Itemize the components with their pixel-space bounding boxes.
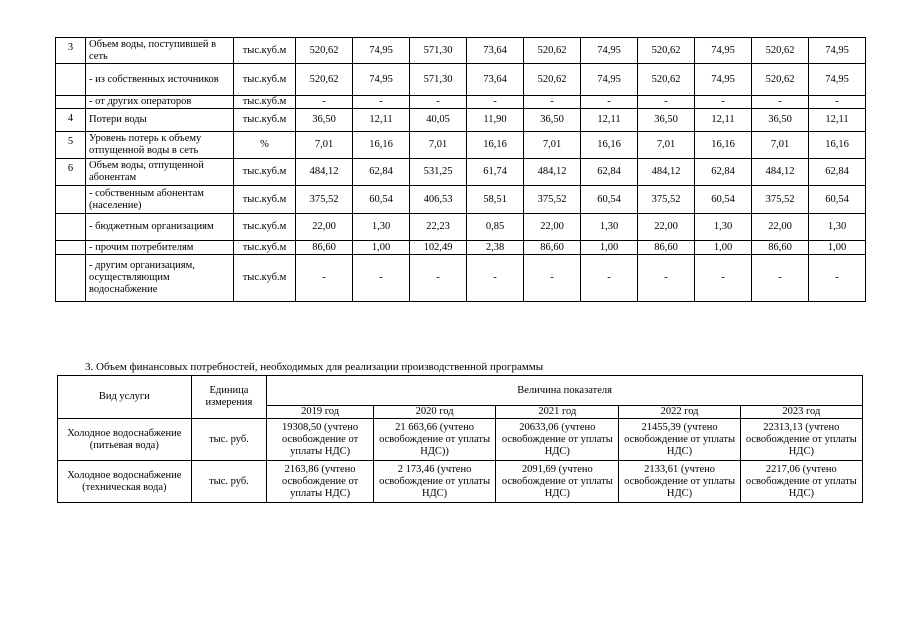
value-cell: 74,95 — [809, 38, 866, 64]
value-cell: - — [695, 96, 752, 109]
value-cell: - — [467, 96, 524, 109]
value-cell: 2217,06 (учтено освобождение от уплаты НДС) — [740, 461, 862, 503]
value-cell: 484,12 — [752, 159, 809, 186]
row-index: 3 — [56, 38, 86, 64]
value-cell: 22,00 — [638, 214, 695, 241]
unit-cell: тыс. руб. — [191, 419, 267, 461]
unit-cell: тыс.куб.м — [234, 255, 296, 302]
value-cell: 2,38 — [467, 241, 524, 255]
value-cell: 62,84 — [695, 159, 752, 186]
table-row — [56, 38, 866, 64]
value-cell: 20633,06 (учтено освобождение от уплаты НДС) — [496, 419, 619, 461]
value-cell: 375,52 — [296, 186, 353, 214]
value-cell: 62,84 — [581, 159, 638, 186]
value-cell: - — [296, 255, 353, 302]
value-cell: 22,00 — [524, 214, 581, 241]
value-cell: 16,16 — [809, 132, 866, 159]
value-cell: - — [752, 255, 809, 302]
value-cell: 36,50 — [638, 109, 695, 132]
value-cell: 16,16 — [467, 132, 524, 159]
value-cell: 74,95 — [581, 64, 638, 96]
value-cell: - — [296, 96, 353, 109]
value-cell: 520,62 — [752, 64, 809, 96]
indicator-name: - собственным абонентам (население) — [86, 186, 234, 214]
value-cell: 62,84 — [809, 159, 866, 186]
value-cell: 60,54 — [353, 186, 410, 214]
indicator-name: Объем воды, поступившей в сеть — [86, 38, 234, 64]
value-cell: 86,60 — [524, 241, 581, 255]
unit-cell: тыс.куб.м — [234, 186, 296, 214]
value-cell: - — [752, 96, 809, 109]
value-cell: 86,60 — [638, 241, 695, 255]
unit-cell: % — [234, 132, 296, 159]
indicator-name: - от других операторов — [86, 96, 234, 109]
row-index — [56, 186, 86, 214]
unit-cell: тыс.куб.м — [234, 64, 296, 96]
value-cell: 1,30 — [353, 214, 410, 241]
value-cell: 21455,39 (учтено освобождение от уплаты НДС) — [619, 419, 740, 461]
value-cell: 86,60 — [296, 241, 353, 255]
unit-cell: тыс.куб.м — [234, 38, 296, 64]
year-header: 2023 год — [740, 406, 862, 419]
value-cell: - — [638, 96, 695, 109]
financial-row — [58, 461, 863, 503]
value-cell: 74,95 — [695, 38, 752, 64]
row-index: 6 — [56, 159, 86, 186]
value-cell: 12,11 — [809, 109, 866, 132]
value-cell: 7,01 — [296, 132, 353, 159]
value-cell: 16,16 — [581, 132, 638, 159]
value-cell: 36,50 — [524, 109, 581, 132]
indicator-name: - другим организациям, осуществляющим водоснабжение — [86, 255, 234, 302]
unit-cell: тыс.куб.м — [234, 159, 296, 186]
value-cell: 74,95 — [809, 64, 866, 96]
value-cell: 375,52 — [524, 186, 581, 214]
value-cell: 22,23 — [410, 214, 467, 241]
value-cell: 1,30 — [809, 214, 866, 241]
value-cell: 520,62 — [752, 38, 809, 64]
table-row — [56, 64, 866, 96]
value-cell: 16,16 — [695, 132, 752, 159]
row-index — [56, 255, 86, 302]
value-cell: - — [638, 255, 695, 302]
indicator-name: Потери воды — [86, 109, 234, 132]
row-index — [56, 241, 86, 255]
indicator-name: - прочим потребителям — [86, 241, 234, 255]
value-cell: 12,11 — [581, 109, 638, 132]
value-cell: 2 173,46 (учтено освобождение от уплаты НДС) — [373, 461, 495, 503]
header-row — [58, 376, 863, 406]
value-cell: - — [467, 255, 524, 302]
header-value: Величина показателя — [267, 376, 863, 406]
indicator-name: Уровень потерь к объему отпущенной воды в сеть — [86, 132, 234, 159]
value-cell: 406,53 — [410, 186, 467, 214]
unit-cell: тыс.куб.м — [234, 214, 296, 241]
value-cell: 74,95 — [353, 38, 410, 64]
value-cell: 7,01 — [524, 132, 581, 159]
value-cell: 58,51 — [467, 186, 524, 214]
value-cell: 11,90 — [467, 109, 524, 132]
value-cell: 1,00 — [809, 241, 866, 255]
table-row — [56, 241, 866, 255]
table-row — [56, 159, 866, 186]
value-cell: 74,95 — [695, 64, 752, 96]
value-cell: 571,30 — [410, 38, 467, 64]
value-cell: 2133,61 (учтено освобождение от уплаты НДС) — [619, 461, 740, 503]
value-cell: 21 663,66 (учтено освобождение от уплаты НДС)) — [373, 419, 495, 461]
value-cell: 1,00 — [353, 241, 410, 255]
value-cell: 16,16 — [353, 132, 410, 159]
value-cell: - — [809, 255, 866, 302]
value-cell: 375,52 — [638, 186, 695, 214]
value-cell: - — [581, 255, 638, 302]
value-cell: 520,62 — [296, 38, 353, 64]
value-cell: 1,30 — [581, 214, 638, 241]
table-row — [56, 132, 866, 159]
value-cell: 102,49 — [410, 241, 467, 255]
value-cell: 73,64 — [467, 64, 524, 96]
value-cell: 40,05 — [410, 109, 467, 132]
value-cell: 61,74 — [467, 159, 524, 186]
value-cell: 73,64 — [467, 38, 524, 64]
value-cell: 7,01 — [752, 132, 809, 159]
unit-cell: тыс.куб.м — [234, 109, 296, 132]
unit-cell: тыс. руб. — [191, 461, 267, 503]
value-cell: 36,50 — [752, 109, 809, 132]
value-cell: - — [524, 96, 581, 109]
value-cell: 12,11 — [353, 109, 410, 132]
value-cell: 0,85 — [467, 214, 524, 241]
value-cell: - — [410, 96, 467, 109]
value-cell: 60,54 — [581, 186, 638, 214]
row-index — [56, 96, 86, 109]
value-cell: 7,01 — [638, 132, 695, 159]
value-cell: - — [410, 255, 467, 302]
value-cell: 1,00 — [695, 241, 752, 255]
service-cell: Холодное водоснабжение (питьевая вода) — [58, 419, 192, 461]
value-cell: 74,95 — [581, 38, 638, 64]
value-cell: 19308,50 (учтено освобождение от уплаты НДС) — [267, 419, 374, 461]
indicator-name: - бюджетным организациям — [86, 214, 234, 241]
header-service: Вид услуги — [58, 376, 192, 419]
water-balance-table-body — [56, 38, 866, 302]
indicator-name: Объем воды, отпущенной абонентам — [86, 159, 234, 186]
value-cell: 60,54 — [809, 186, 866, 214]
financial-row — [58, 419, 863, 461]
row-index: 5 — [56, 132, 86, 159]
value-cell: 375,52 — [752, 186, 809, 214]
year-header: 2019 год — [267, 406, 374, 419]
value-cell: - — [353, 96, 410, 109]
financial-needs-table — [57, 375, 863, 503]
value-cell: 22,00 — [752, 214, 809, 241]
value-cell: 2091,69 (учтено освобождение от уплаты НДС) — [496, 461, 619, 503]
table-row — [56, 214, 866, 241]
value-cell: 520,62 — [638, 38, 695, 64]
value-cell: - — [353, 255, 410, 302]
unit-cell: тыс.куб.м — [234, 96, 296, 109]
value-cell: - — [695, 255, 752, 302]
value-cell: 1,00 — [581, 241, 638, 255]
header-unit: Единица измерения — [191, 376, 267, 419]
value-cell: 520,62 — [524, 38, 581, 64]
value-cell: 520,62 — [638, 64, 695, 96]
value-cell: 86,60 — [752, 241, 809, 255]
value-cell: - — [581, 96, 638, 109]
value-cell: 1,30 — [695, 214, 752, 241]
row-index — [56, 214, 86, 241]
value-cell: 571,30 — [410, 64, 467, 96]
value-cell: 484,12 — [638, 159, 695, 186]
table-row — [56, 96, 866, 109]
value-cell: 520,62 — [524, 64, 581, 96]
row-index — [56, 64, 86, 96]
row-index: 4 — [56, 109, 86, 132]
unit-cell: тыс.куб.м — [234, 241, 296, 255]
value-cell: 7,01 — [410, 132, 467, 159]
value-cell: 22313,13 (учтено освобождение от уплаты НДС) — [740, 419, 862, 461]
indicator-name: - из собственных источников — [86, 64, 234, 96]
value-cell: 484,12 — [524, 159, 581, 186]
service-cell: Холодное водоснабжение (техническая вода) — [58, 461, 192, 503]
value-cell: 484,12 — [296, 159, 353, 186]
value-cell: 36,50 — [296, 109, 353, 132]
value-cell: 74,95 — [353, 64, 410, 96]
value-cell: 2163,86 (учтено освобождение от уплаты НДС) — [267, 461, 374, 503]
value-cell: 12,11 — [695, 109, 752, 132]
water-balance-table — [55, 37, 866, 302]
table-row — [56, 255, 866, 302]
value-cell: 531,25 — [410, 159, 467, 186]
value-cell: 62,84 — [353, 159, 410, 186]
table-row — [56, 109, 866, 132]
year-header: 2022 год — [619, 406, 740, 419]
value-cell: - — [809, 96, 866, 109]
value-cell: 60,54 — [695, 186, 752, 214]
value-cell: 520,62 — [296, 64, 353, 96]
year-header: 2021 год — [496, 406, 619, 419]
value-cell: - — [524, 255, 581, 302]
table-row — [56, 186, 866, 214]
section-title: 3. Объем финансовых потребностей, необходимых для реализации производственной программы — [85, 361, 544, 373]
value-cell: 22,00 — [296, 214, 353, 241]
year-header: 2020 год — [373, 406, 495, 419]
